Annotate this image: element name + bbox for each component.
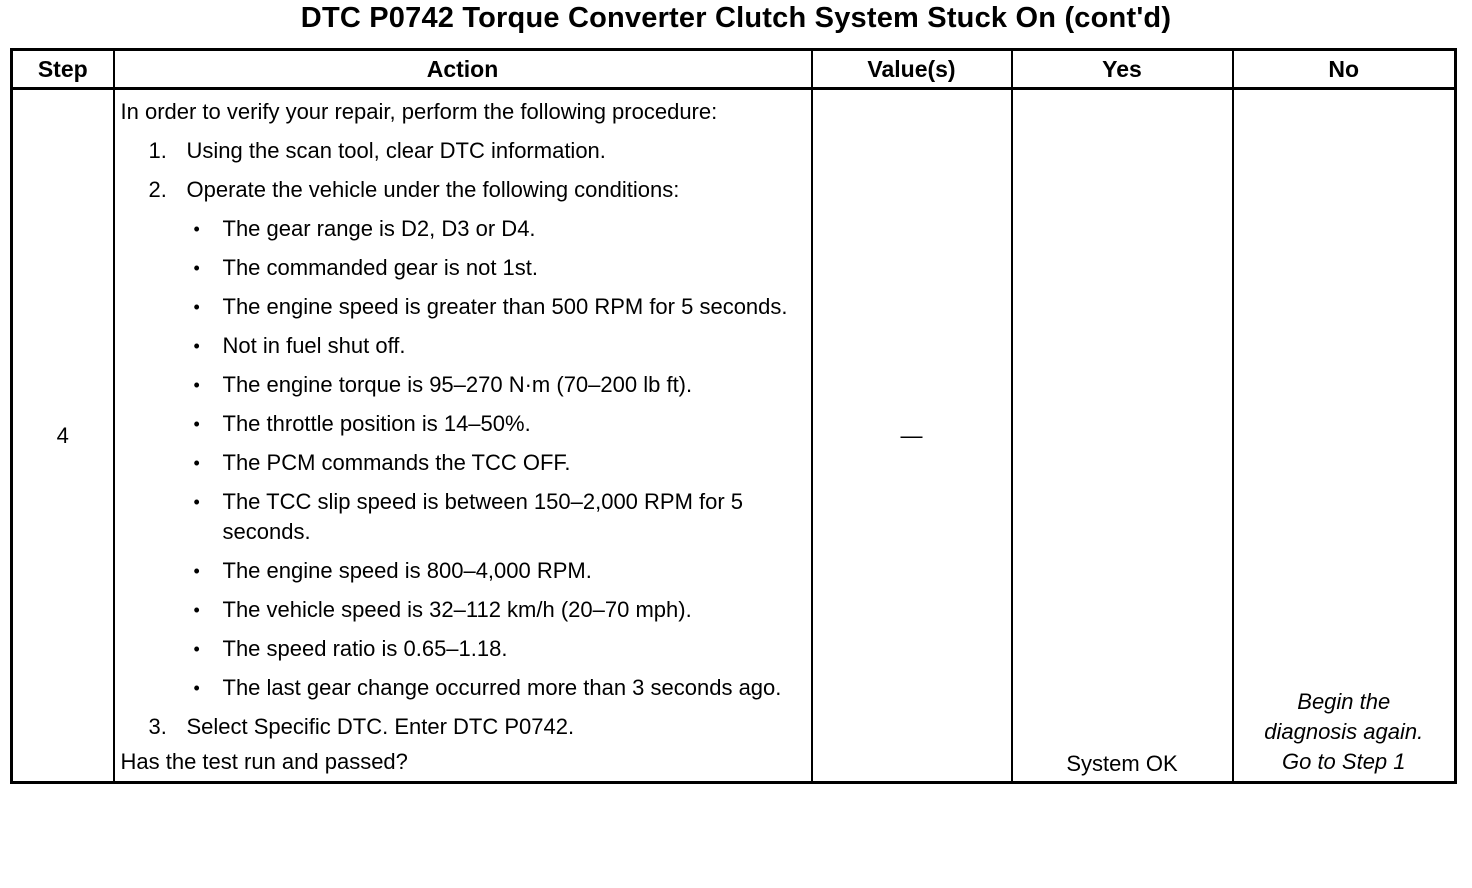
no-result-line: Go to Step 1 [1281,749,1406,774]
bullet-icon: • [193,561,200,581]
bullet-icon: • [193,492,200,512]
bullet-icon: • [193,375,200,395]
header-step: Step [12,50,114,89]
bullet-icon: • [193,414,200,434]
condition-item: • The commanded gear is not 1st. [185,253,811,283]
header-no: No [1233,50,1456,89]
condition-item: • The PCM commands the TCC OFF. [185,448,811,478]
page-title: DTC P0742 Torque Converter Clutch System Stuck On (cont'd) [300,2,1172,34]
procedure-step [121,712,811,742]
bullet-icon: • [193,639,200,659]
header-yes: Yes [1012,50,1233,89]
condition-item: • The engine torque is 95–270 N·m (70–200 lb ft). [185,370,811,400]
bullet-icon: • [193,258,200,278]
bullet-icon: • [193,453,200,473]
step-index: 2. [148,177,167,202]
header-action: Action [114,50,812,89]
header-values: Value(s) [812,50,1012,89]
step-text: Using the scan tool, clear DTC information. [186,138,606,163]
action-intro: In order to verify your repair, perform the following procedure: [120,99,718,124]
no-result [1233,89,1456,783]
condition-item: • The gear range is D2, D3 or D4. [185,214,811,244]
condition-item: • The TCC slip speed is between 150–2,000 RPM for 5 seconds. [193,489,744,544]
conditions-list [187,214,811,703]
diagnostic-table [10,48,1457,784]
table-row [12,89,1456,783]
yes-result: System OK [1012,89,1233,783]
condition-item: • The engine speed is 800–4,000 RPM. [185,556,811,586]
header-row [12,50,1456,89]
step-text: Select Specific DTC. Enter DTC P0742. [186,714,575,739]
procedure-step [121,136,811,166]
step-text: Operate the vehicle under the following conditions: [186,177,680,202]
bullet-icon: • [193,600,200,620]
procedure-steps [121,136,811,742]
action-question: Has the test run and passed? [120,749,408,774]
action-cell [114,89,812,783]
no-result-line: diagnosis again. [1264,719,1424,744]
condition-item: • The speed ratio is 0.65–1.18. [185,634,811,664]
bullet-icon: • [193,336,200,356]
condition-item: • The engine speed is greater than 500 RPM for 5 seconds. [185,292,811,322]
condition-item: • Not in fuel shut off. [185,331,811,361]
values-cell: — [812,89,1012,783]
condition-item: • The last gear change occurred more than 3 seconds ago. [185,673,811,703]
bullet-icon: • [193,219,200,239]
step-number: 4 [12,89,114,783]
step-index: 3. [148,714,167,739]
bullet-icon: • [193,678,200,698]
bullet-icon: • [193,297,200,317]
condition-item: • The vehicle speed is 32–112 km/h (20–70 mph). [185,595,811,625]
condition-item: • The throttle position is 14–50%. [185,409,811,439]
step-index: 1. [148,138,167,163]
no-result-line: Begin the [1297,689,1391,714]
procedure-step [121,175,811,703]
